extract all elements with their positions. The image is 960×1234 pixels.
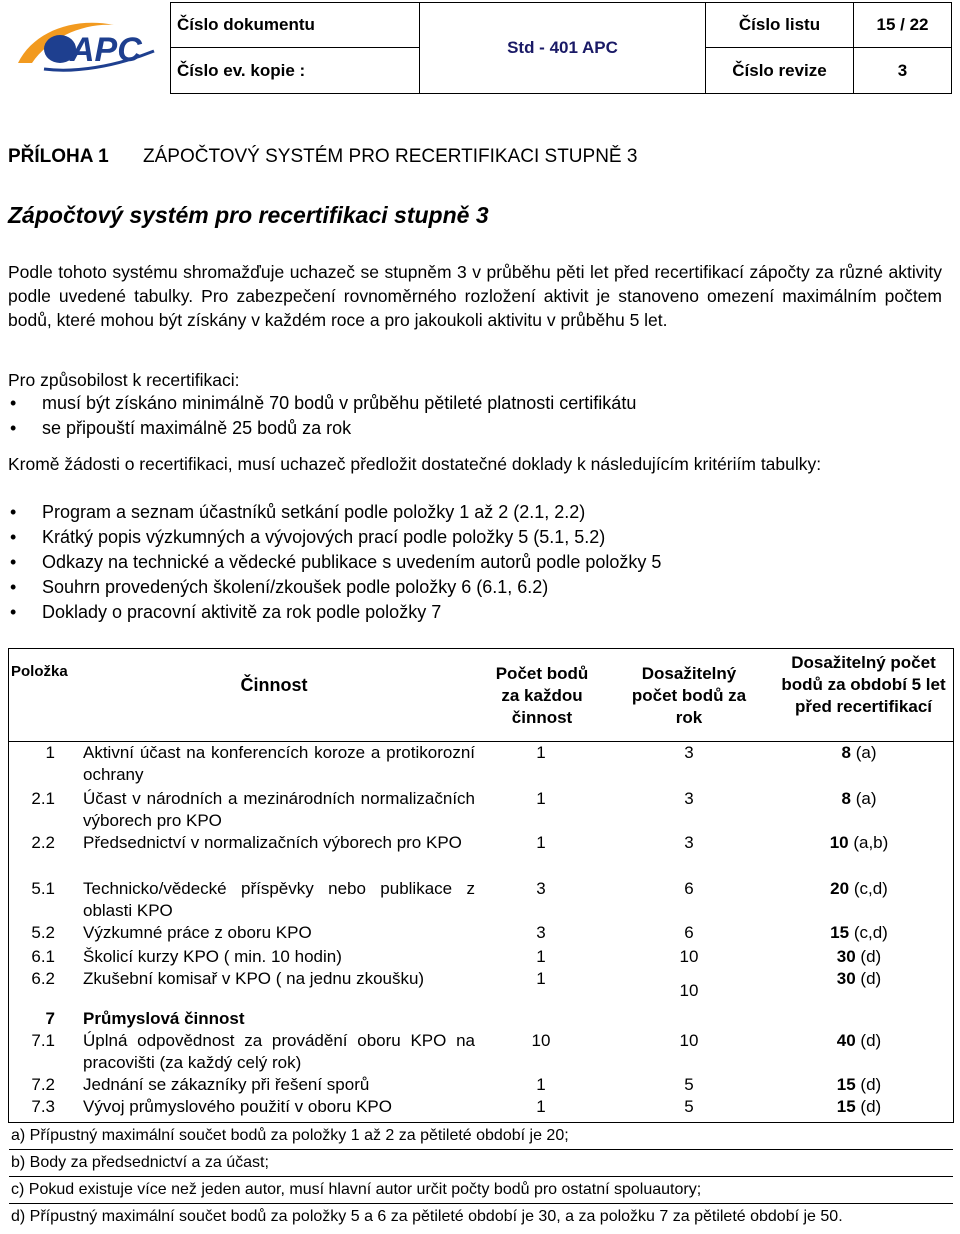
- credits-table: [8, 648, 954, 1225]
- revision-value: 3: [854, 48, 952, 94]
- points-max-value: 30: [836, 947, 856, 966]
- points-max: [789, 946, 929, 968]
- activity-text: Jednání se zákazníky při řešení sporů: [83, 1075, 370, 1094]
- points-each: 1: [536, 969, 546, 988]
- standard-title: Std - 401 APC: [420, 3, 706, 94]
- points-max-value: 30: [836, 969, 856, 988]
- item-number: 6.1: [31, 947, 55, 966]
- points-max-note: (d): [855, 969, 882, 988]
- points-max: [789, 1030, 929, 1052]
- activity-text: Vývoj průmyslového použití v oboru KPO: [83, 1097, 392, 1116]
- logo-cell: [8, 3, 171, 94]
- section-heading: Zápočtový systém pro recertifikaci stupně 3: [8, 202, 489, 228]
- points-max-note: (d): [855, 1075, 882, 1094]
- points-max-value: 10: [829, 833, 849, 852]
- points-max: [789, 1096, 929, 1118]
- item-number: 1: [45, 743, 55, 762]
- documents-intro: Kromě žádosti o recertifikaci, musí uchazeč předložit dostatečné doklady k následujícím kritériím tabulky:: [8, 454, 822, 474]
- points-max-note: (a,b): [848, 833, 889, 852]
- item-number: 7: [45, 1009, 55, 1028]
- points-year: 3: [684, 789, 694, 808]
- list-item: • se připouští maximálně 25 bodů za rok: [8, 416, 636, 441]
- points-max-note: (d): [855, 947, 882, 966]
- points-each: 1: [536, 947, 546, 966]
- points-max-value: 8: [841, 789, 851, 808]
- points-year: 5: [684, 1097, 694, 1116]
- sheet-label: Číslo listu: [706, 3, 854, 48]
- appendix-number: PŘÍLOHA 1: [8, 146, 109, 167]
- points-year: 6: [684, 923, 694, 942]
- activity-text: Úplná odpovědnost za provádění oboru KPO na pracovišti (za každý celý rok): [83, 1031, 475, 1072]
- item-number: 7.2: [31, 1075, 55, 1094]
- documents-list: [8, 500, 661, 625]
- points-year: 5: [684, 1075, 694, 1094]
- activity-text: Zkušební komisař v KPO ( na jednu zkoušku): [83, 969, 425, 988]
- points-max-value: 15: [836, 1075, 856, 1094]
- points-each: 1: [536, 789, 546, 808]
- list-item: • Souhrn provedených školení/zkoušek podle položky 6 (6.1, 6.2): [8, 575, 661, 600]
- points-each: 3: [536, 879, 546, 898]
- activity-text: Výzkumné práce z oboru KPO: [83, 923, 312, 942]
- points-max-note: (d): [855, 1031, 882, 1050]
- points-year: 3: [684, 833, 694, 852]
- item-number: 7.3: [31, 1097, 55, 1116]
- note-c: c) Pokud existuje více než jeden autor, musí hlavní autor určit počty bodů pro ostatní spoluautory;: [9, 1176, 953, 1203]
- points-year: 3: [684, 743, 694, 762]
- activity-text: Účast v národních a mezinárodních normalizačních výborech pro KPO: [83, 789, 475, 830]
- header-points-5y: Dosažitelný počet bodů za období 5 let před recertifikací: [781, 653, 946, 716]
- points-max-value: 20: [830, 879, 850, 898]
- copy-label: Číslo ev. kopie :: [171, 48, 420, 94]
- item-number: 6.2: [31, 969, 55, 988]
- points-each: 10: [531, 1031, 551, 1050]
- item-number: 5.2: [31, 923, 55, 942]
- sheet-value: 15 / 22: [854, 3, 952, 48]
- points-year: 10: [679, 1031, 699, 1050]
- points-each: 1: [536, 743, 546, 762]
- points-each: 3: [536, 923, 546, 942]
- appendix-title: ZÁPOČTOVÝ SYSTÉM PRO RECERTIFIKACI STUPNĚ 3: [143, 146, 638, 167]
- points-max-value: 15: [830, 923, 850, 942]
- points-max: [789, 788, 929, 810]
- points-max-value: 8: [841, 743, 851, 762]
- header-item: Položka: [11, 663, 68, 680]
- points-max: [789, 968, 929, 990]
- table-header: [9, 649, 953, 742]
- revision-label: Číslo revize: [706, 48, 854, 94]
- points-year: 10: [679, 947, 699, 966]
- activity-text: Technicko/vědecké příspěvky nebo publikace z oblasti KPO: [83, 879, 475, 920]
- list-item: • musí být získáno minimálně 70 bodů v průběhu pětileté platnosti certifikátu: [8, 391, 636, 416]
- doc-number-label: Číslo dokumentu: [171, 3, 420, 48]
- points-max: [789, 742, 929, 764]
- eligibility-list: [8, 391, 636, 441]
- points-max: [789, 832, 929, 854]
- header-points-year: Dosažitelný počet bodů za rok: [631, 664, 747, 727]
- eligibility-title: Pro způsobilost k recertifikaci:: [8, 370, 240, 390]
- table-body: [9, 742, 953, 1122]
- activity-text: Průmyslová činnost: [83, 1009, 245, 1028]
- note-d: d) Přípustný maximální součet bodů za položky 5 a 6 za pětileté období je 30, a za položku 7 za pětileté období je 50.: [9, 1203, 953, 1230]
- activity-text: Školicí kurzy KPO ( min. 10 hodin): [83, 947, 342, 966]
- points-each: 1: [536, 1075, 546, 1094]
- activity-text: Předsednictví v normalizačních výborech pro KPO: [83, 833, 462, 852]
- note-b: b) Body za předsednictví a za účast;: [9, 1149, 953, 1176]
- item-number: 2.2: [31, 833, 55, 852]
- svg-text:APC: APC: [70, 30, 142, 69]
- header-points-each: Počet bodů za každou činnost: [495, 664, 589, 727]
- points-year: 6: [684, 879, 694, 898]
- points-max-note: (c,d): [849, 923, 888, 942]
- apc-logo-icon: [14, 11, 164, 81]
- table-notes: [9, 1122, 953, 1230]
- points-max-note: (c,d): [849, 879, 888, 898]
- points-max-note: (a): [850, 743, 877, 762]
- list-item: • Krátký popis výzkumných a vývojových prací podle položky 5 (5.1, 5.2): [8, 525, 661, 550]
- points-each: 1: [536, 1097, 546, 1116]
- activity-text: Aktivní účast na konferencích koroze a protikorozní ochrany: [83, 743, 475, 784]
- points-max-value: 40: [836, 1031, 856, 1050]
- points-max: [789, 878, 929, 900]
- item-number: 5.1: [31, 879, 55, 898]
- points-max-note: (d): [855, 1097, 882, 1116]
- list-item: • Program a seznam účastníků setkání podle položky 1 až 2 (2.1, 2.2): [8, 500, 661, 525]
- document-header: [8, 2, 952, 94]
- header-activity: Činnost: [240, 675, 308, 695]
- points-each: 1: [536, 833, 546, 852]
- points-max: [789, 922, 929, 944]
- points-max-value: 15: [836, 1097, 856, 1116]
- points-max: [789, 1074, 929, 1096]
- appendix-heading: [8, 146, 637, 168]
- item-number: 2.1: [31, 789, 55, 808]
- list-item: • Odkazy na technické a vědecké publikace s uvedením autorů podle položky 5: [8, 550, 661, 575]
- note-a: a) Přípustný maximální součet bodů za položky 1 až 2 za pětileté období je 20;: [9, 1122, 953, 1149]
- points-year: 10: [679, 981, 699, 1000]
- list-item: • Doklady o pracovní aktivitě za rok podle položky 7: [8, 600, 661, 625]
- item-number: 7.1: [31, 1031, 55, 1050]
- intro-paragraph: Podle tohoto systému shromažďuje uchazeč se stupněm 3 v průběhu pěti let před recertifikací zápočty za různé aktivity podle uvedené tabulky. Pro zabezpečení rovnoměrného rozložení aktivit je stanoveno omezení maximálním počtem bodů, které mohou být získány v každém roce a pro jakoukoli aktivitu v průběhu 5 let.: [8, 262, 942, 330]
- points-max-note: (a): [850, 789, 877, 808]
